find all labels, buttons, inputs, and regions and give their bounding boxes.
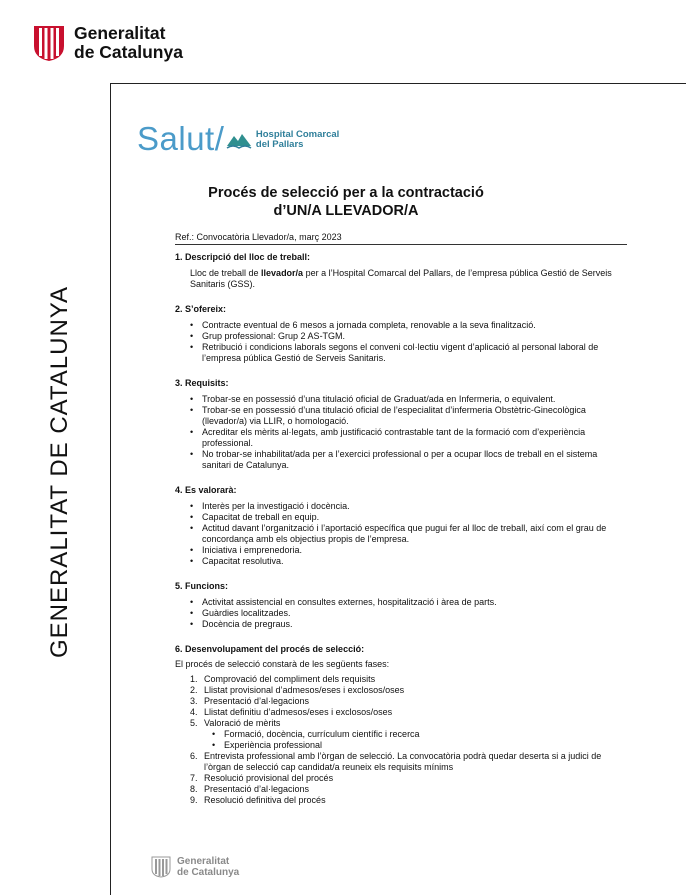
generalitat-name-line1: Generalitat bbox=[74, 23, 166, 43]
job-description-post: per a l’Hospital Comarcal del Pallars, de l’empresa pública Gestió de Serveis Sanitaris (GSS). bbox=[190, 268, 612, 289]
list-item bbox=[190, 707, 627, 718]
list-item: • Capacitat de treball en equip. bbox=[190, 512, 627, 523]
step-text: Resolució definitiva del procés bbox=[204, 795, 326, 805]
step-text: Valoració de mèrits bbox=[204, 718, 281, 728]
step-text: Resolució provisional del procés bbox=[204, 773, 334, 783]
step-number: 4. bbox=[190, 707, 198, 717]
list-item bbox=[190, 674, 627, 685]
list-item: • Interès per la investigació i docència. bbox=[190, 501, 627, 512]
list-item: • Trobar-se en possessió d’una titulació oficial de Graduat/ada en Infermeria, o equivalent. bbox=[190, 394, 627, 405]
generalitat-name bbox=[74, 24, 183, 62]
footer-name-line1: Generalitat bbox=[177, 856, 230, 867]
list-item: • Capacitat resolutiva. bbox=[190, 556, 627, 567]
generalitat-footer-icon bbox=[151, 856, 171, 878]
list-item bbox=[190, 718, 627, 751]
section-heading: 1. Descripció del lloc de treball: bbox=[175, 252, 311, 262]
hospital-name bbox=[256, 130, 339, 150]
selection-steps bbox=[190, 674, 627, 806]
reference-line: Ref.: Convocatòria Llevador/a, març 2023 bbox=[175, 232, 627, 245]
footer-name bbox=[177, 856, 239, 878]
document-page bbox=[110, 83, 686, 895]
step-number: 3. bbox=[190, 696, 198, 706]
list-item: • Actitud davant l’organització i l’aportació específica que pugui fer al lloc de treball, així com el grau de concordança amb els objectius propis de l’empresa. bbox=[190, 523, 627, 545]
list-item bbox=[190, 696, 627, 707]
document-title bbox=[111, 184, 581, 220]
generalitat-name-line2: de Catalunya bbox=[74, 42, 183, 62]
step-number: 6. bbox=[190, 751, 198, 761]
mountain-icon bbox=[226, 132, 252, 150]
list-item: • Activitat assistencial en consultes externes, hospitalització i àrea de parts. bbox=[190, 597, 627, 608]
section-offer bbox=[175, 304, 627, 364]
section-heading: 5. Funcions: bbox=[175, 581, 229, 591]
list-item bbox=[190, 784, 627, 795]
list-item: • Iniciativa i emprenedoria. bbox=[190, 545, 627, 556]
job-description-bold: llevador/a bbox=[261, 268, 304, 278]
list-item: • Docència de pregraus. bbox=[190, 619, 627, 630]
salut-wordmark: Salut bbox=[137, 120, 215, 157]
merit-sublist bbox=[212, 729, 627, 751]
step-text: Presentació d’al·legacions bbox=[204, 784, 310, 794]
offer-list bbox=[190, 320, 627, 364]
list-item: • Acreditar els mèrits al·legats, amb justificació contrastable tant de la formació com d’experiència professional. bbox=[190, 427, 627, 449]
section-job-description bbox=[175, 252, 627, 290]
section-requirements bbox=[175, 378, 627, 471]
footer-generalitat-logo bbox=[151, 856, 239, 878]
step-text: Presentació d’al·legacions bbox=[204, 696, 310, 706]
salut-hospital-logo bbox=[137, 120, 339, 158]
job-description-text bbox=[190, 268, 627, 290]
list-item bbox=[190, 773, 627, 784]
salut-slash: / bbox=[214, 120, 224, 157]
list-item: • Experiència professional bbox=[212, 740, 627, 751]
step-text: Llistat provisional d’admesos/eses i exclosos/oses bbox=[204, 685, 405, 695]
list-item: • Formació, docència, currículum científic i recerca bbox=[212, 729, 627, 740]
requirements-list bbox=[190, 394, 627, 471]
step-text: Comprovació del compliment dels requisits bbox=[204, 674, 376, 684]
step-text: Llistat definitiu d’admesos/eses i exclosos/oses bbox=[204, 707, 393, 717]
list-item: • Trobar-se en possessió d’una titulació oficial de l’especialitat d’infermeria Obstètric-Ginecològica (llevador/a) via LLIR, o homologació. bbox=[190, 405, 627, 427]
hospital-name-line1: Hospital Comarcal bbox=[255, 129, 340, 140]
step-number: 8. bbox=[190, 784, 198, 794]
list-item: • No trobar-se inhabilitat/ada per a l’exercici professional o per a ocupar llocs de treball en el sistema sanitari de Catalunya. bbox=[190, 449, 627, 471]
list-item: • Retribució i condicions laborals segons el conveni col·lectiu vigent d’aplicació al personal laboral de l’empresa pública Gestió de Serveis Sanitaris. bbox=[190, 342, 627, 364]
selection-intro: El procés de selecció constarà de les següents fases: bbox=[175, 659, 390, 669]
step-number: 2. bbox=[190, 685, 198, 695]
step-text: Entrevista professional amb l’òrgan de selecció. La convocatòria podrà quedar deserta si a judici de l’òrgan de selecció cap candidat/a reuneix els requisits mínims bbox=[204, 751, 602, 772]
vertical-side-text: GENERALITAT DE CATALUNYA bbox=[46, 285, 73, 659]
document-title-line2: d’UN/A LLEVADOR/A bbox=[273, 203, 419, 219]
section-selection-process bbox=[175, 644, 627, 806]
list-item: • Guàrdies localitzades. bbox=[190, 608, 627, 619]
section-valued bbox=[175, 485, 627, 567]
section-heading: 4. Es valorarà: bbox=[175, 485, 237, 495]
section-heading: 6. Desenvolupament del procés de selecció: bbox=[175, 644, 365, 654]
list-item bbox=[190, 751, 627, 773]
section-heading: 2. S’ofereix: bbox=[175, 304, 227, 314]
valued-list bbox=[190, 501, 627, 567]
list-item: • Contracte eventual de 6 mesos a jornada completa, renovable a la seva finalització. bbox=[190, 320, 627, 331]
list-item bbox=[190, 795, 627, 806]
hospital-name-line2: del Pallars bbox=[255, 139, 304, 150]
generalitat-header bbox=[32, 24, 183, 62]
step-number: 7. bbox=[190, 773, 198, 783]
section-functions bbox=[175, 581, 627, 630]
section-heading: 3. Requisits: bbox=[175, 378, 229, 388]
job-description-pre: Lloc de treball de bbox=[190, 268, 262, 278]
document-body bbox=[175, 252, 627, 820]
list-item: • Grup professional: Grup 2 AS-TGM. bbox=[190, 331, 627, 342]
step-number: 5. bbox=[190, 718, 198, 728]
step-number: 1. bbox=[190, 674, 198, 684]
functions-list bbox=[190, 597, 627, 630]
generalitat-logo-icon bbox=[32, 24, 66, 62]
list-item bbox=[190, 685, 627, 696]
footer-name-line2: de Catalunya bbox=[177, 867, 240, 878]
step-number: 9. bbox=[190, 795, 198, 805]
document-title-line1: Procés de selecció per a la contractació bbox=[208, 185, 484, 201]
